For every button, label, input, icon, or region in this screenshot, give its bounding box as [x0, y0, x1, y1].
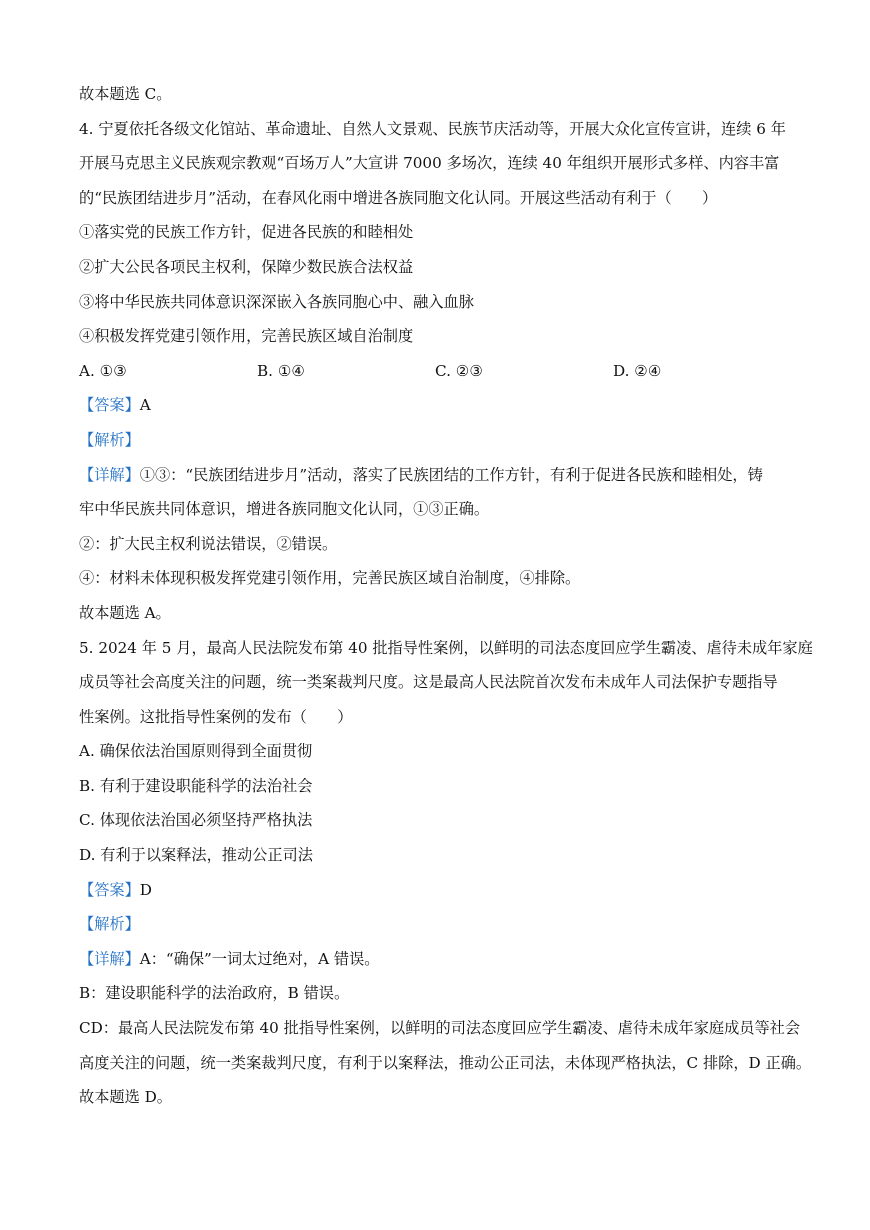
- q4-analysis-tag: 【解析】: [79, 430, 140, 449]
- q5-detail-text-1: A：“确保”一词太过绝对，A 错误。: [139, 949, 380, 968]
- q5-answer-value: D: [139, 880, 152, 899]
- q4-options: [79, 361, 793, 381]
- q5-detail-tag: 【详解】: [79, 949, 140, 968]
- q5-option-c: C. 体现依法治国必须坚持严格执法: [79, 811, 313, 830]
- q4-stem-line-2: 开展马克思主义民族观宗教观“百场万人”大宣讲 7000 多场次，连续 40 年组织开展形式多样、内容丰富: [79, 154, 780, 173]
- q5-stem-line-1: 5. 2024 年 5 月，最高人民法院发布第 40 批指导性案例，以鲜明的司法态度回应学生霸凌、虐待未成年家庭: [79, 638, 813, 657]
- q3-conclusion: 故本题选 C。: [79, 85, 172, 103]
- q4-detail-text-1: ①③：“民族团结进步月”活动，落实了民族团结的工作方针，有利于促进各民族和睦相处，铸: [139, 465, 763, 484]
- q4-analysis: [79, 430, 793, 450]
- q4-option-a: A. ①③: [79, 361, 127, 380]
- q5-conclusion: 故本题选 D。: [79, 1088, 172, 1107]
- q4-statement-1: ①落实党的民族工作方针，促进各民族的和睦相处: [79, 223, 414, 242]
- q4-detail-line-2: 牢中华民族共同体意识，增进各族同胞文化认同，①③正确。: [79, 500, 490, 519]
- q5-analysis-tag: 【解析】: [79, 915, 140, 934]
- q5-detail-line-2: B：建设职能科学的法治政府，B 错误。: [79, 984, 350, 1003]
- q4-stem-line-1: 4. 宁夏依托各级文化馆站、革命遗址、自然人文景观、民族节庆活动等，开展大众化宣传宣讲，连续 6 年: [79, 119, 786, 138]
- q5-stem-line-2: 成员等社会高度关注的问题，统一类案裁判尺度。这是最高人民法院首次发布未成年人司法保护专题指导: [79, 673, 778, 692]
- q5-option-a: A. 确保依法治国原则得到全面贯彻: [79, 742, 313, 761]
- document-page: [79, 84, 813, 1107]
- q4-statement-3: ③将中华民族共同体意识深深嵌入各族同胞心中、融入血脉: [79, 292, 474, 311]
- q4-conclusion: 故本题选 A。: [79, 603, 171, 622]
- q4-detail-line-3: ②：扩大民主权利说法错误，②错误。: [79, 534, 338, 553]
- q4-option-c: C. ②③: [435, 361, 483, 380]
- q4-option-d: D. ②④: [613, 361, 662, 380]
- q4-option-b: B. ①④: [257, 361, 306, 380]
- q4-answer-tag: 【答案】: [79, 396, 140, 415]
- q5-detail-line-4: 高度关注的问题，统一类案裁判尺度，有利于以案释法，推动公正司法，未体现严格执法，C 排除，D 正确。: [79, 1053, 812, 1072]
- q5-detail-line-3: CD：最高人民法院发布第 40 批指导性案例，以鲜明的司法态度回应学生霸凌、虐待未成年家庭成员等社会: [79, 1019, 801, 1038]
- q5-detail-line-1: [79, 949, 793, 969]
- q5-option-b: B. 有利于建设职能科学的法治社会: [79, 776, 313, 795]
- q5-answer-tag: 【答案】: [79, 880, 140, 899]
- q4-detail-line-1: [79, 465, 793, 485]
- q4-detail-tag: 【详解】: [79, 465, 140, 484]
- q4-statement-4: ④积极发挥党建引领作用，完善民族区域自治制度: [79, 327, 414, 346]
- q5-stem-line-3: 性案例。这批指导性案例的发布（ ）: [79, 707, 353, 726]
- q4-detail-line-4: ④：材料未体现积极发挥党建引领作用，完善民族区域自治制度，④排除。: [79, 569, 581, 588]
- q5-answer: [79, 880, 793, 900]
- q5-option-d: D. 有利于以案释法，推动公正司法: [79, 846, 313, 865]
- q5-analysis: [79, 914, 793, 934]
- q4-answer-value: A: [139, 396, 151, 415]
- q4-statement-2: ②扩大公民各项民主权利，保障少数民族合法权益: [79, 257, 414, 276]
- q4-answer: [79, 395, 793, 415]
- q4-stem-line-3: 的“民族团结进步月”活动，在春风化雨中增进各族同胞文化认同。开展这些活动有利于（ ）: [79, 188, 718, 207]
